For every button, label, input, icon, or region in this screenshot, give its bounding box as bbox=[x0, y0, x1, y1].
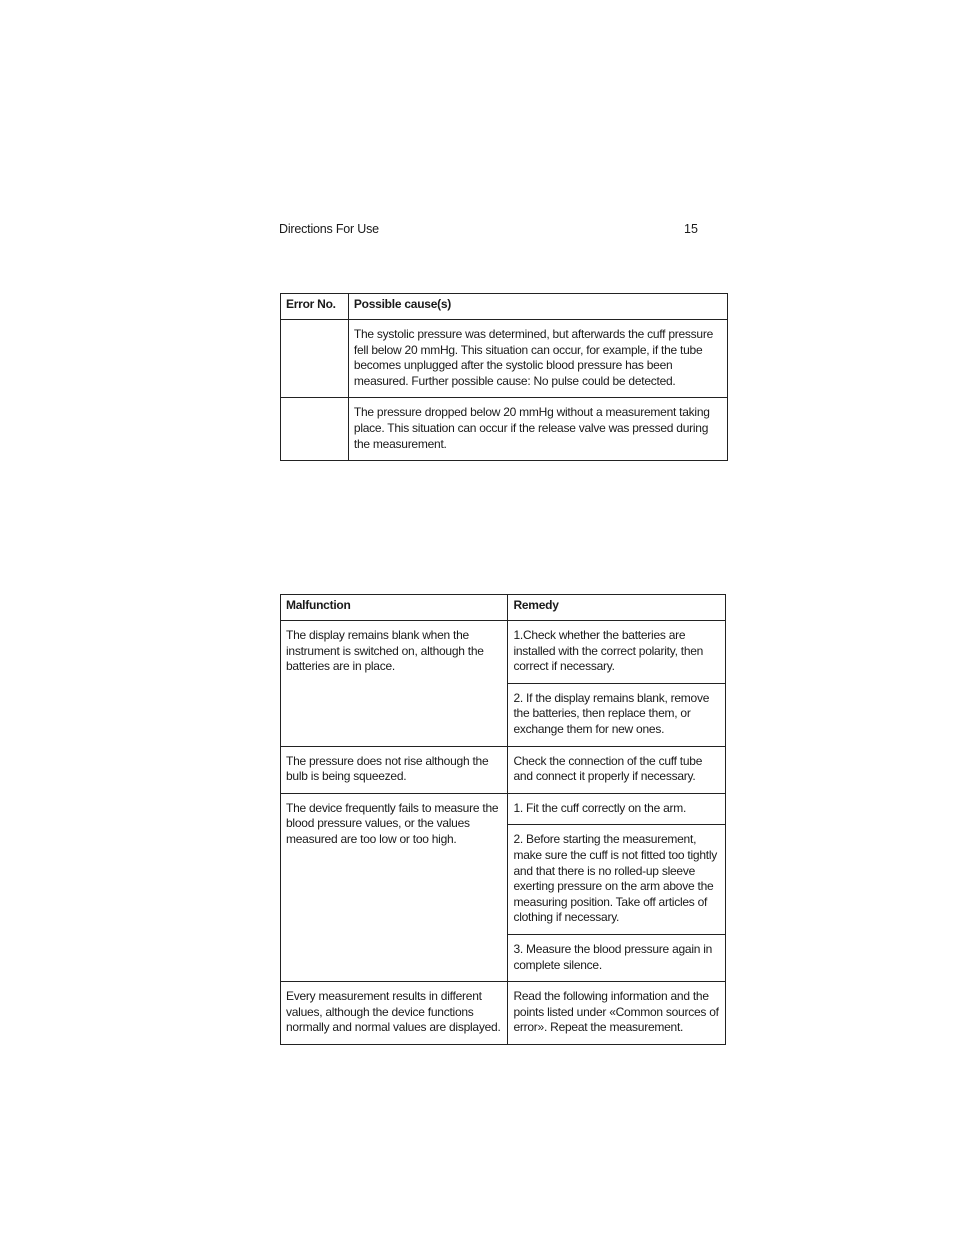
page-number: 15 bbox=[684, 222, 698, 236]
column-header-error-no: Error No. bbox=[281, 294, 349, 320]
column-header-possible-causes: Possible cause(s) bbox=[348, 294, 727, 320]
table-row bbox=[281, 320, 728, 398]
possible-cause-cell: The systolic pressure was determined, but afterwards the cuff pressure fell below 20 mmHg. This situation can occur, for example, if the tube becomes unplugged after the systolic blood pressure has been measured. Further possible cause: No pulse could be detected. bbox=[348, 320, 727, 398]
column-header-remedy: Remedy bbox=[508, 595, 726, 621]
error-number-cell bbox=[281, 320, 349, 398]
table-row bbox=[281, 398, 728, 461]
error-table bbox=[280, 293, 728, 461]
table-row bbox=[281, 746, 726, 793]
remedy-cell: 1.Check whether the batteries are installed with the correct polarity, then correct if necessary. bbox=[508, 621, 726, 684]
malfunction-cell: The pressure does not rise although the bulb is being squeezed. bbox=[281, 746, 508, 793]
malfunction-cell: Every measurement results in different values, although the device functions normally and normal values are displayed. bbox=[281, 982, 508, 1045]
malfunction-cell: The display remains blank when the instrument is switched on, although the batteries are in place. bbox=[281, 621, 508, 747]
remedy-cell: Read the following information and the points listed under «Common sources of error». Repeat the measurement. bbox=[508, 982, 726, 1045]
error-number-cell bbox=[281, 398, 349, 461]
remedy-cell: Check the connection of the cuff tube and connect it properly if necessary. bbox=[508, 746, 726, 793]
malfunction-table bbox=[280, 594, 726, 1045]
remedy-cell: 3. Measure the blood pressure again in complete silence. bbox=[508, 934, 726, 981]
remedy-cell: 1. Fit the cuff correctly on the arm. bbox=[508, 793, 726, 825]
table-row bbox=[281, 621, 726, 684]
malfunction-cell: The device frequently fails to measure the blood pressure values, or the values measured are too low or too high. bbox=[281, 793, 508, 981]
remedy-cell: 2. If the display remains blank, remove the batteries, then replace them, or exchange them for new ones. bbox=[508, 683, 726, 746]
table-row bbox=[281, 982, 726, 1045]
table-header-row bbox=[281, 595, 726, 621]
table-header-row bbox=[281, 294, 728, 320]
column-header-malfunction: Malfunction bbox=[281, 595, 508, 621]
running-header-title: Directions For Use bbox=[279, 222, 379, 236]
possible-cause-cell: The pressure dropped below 20 mmHg without a measurement taking place. This situation can occur if the release valve was pressed during the measurement. bbox=[348, 398, 727, 461]
remedy-cell: 2. Before starting the measurement, make sure the cuff is not fitted too tightly and that there is no rolled-up sleeve exerting pressure on the arm above the measuring position. Take off articles of clothing if necessary. bbox=[508, 825, 726, 935]
table-row bbox=[281, 793, 726, 825]
